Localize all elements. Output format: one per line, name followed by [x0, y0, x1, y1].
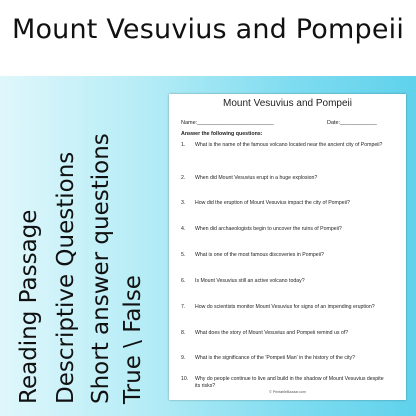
question-number: 9.	[181, 355, 186, 361]
question-number: 4.	[181, 226, 186, 232]
question-number: 8.	[181, 330, 186, 336]
question-text: How did the eruption of Mount Vesuvius impact the city of Pompeii?	[195, 200, 350, 206]
question-text: When did archaeologists begin to uncover the ruins of Pompeii?	[195, 226, 342, 232]
feature-short-answer-questions: Short answer questions	[88, 133, 114, 404]
question-text: When did Mount Vesuvius erupt in a huge explosion?	[195, 175, 318, 181]
feature-true-false: True \ False	[120, 275, 146, 404]
date-field: Date:____________	[327, 120, 377, 126]
feature-reading-passage: Reading Passage	[16, 209, 42, 404]
question-number: 3.	[181, 200, 186, 206]
page-title: Mount Vesuvius and Pompeii	[11, 14, 405, 45]
question-text: Is Mount Vesuvius still an active volcano today?	[195, 278, 305, 284]
question-text: How do scientists monitor Mount Vesuvius for signs of an impending eruption?	[195, 304, 375, 310]
question-text: What is the name of the famous volcano located near the ancient city of Pompeii?	[195, 142, 383, 148]
feature-descriptive-questions: Descriptive Questions	[53, 151, 79, 404]
question-text: What is the significance of the 'Pompeii Man' in the history of the city?	[195, 355, 355, 361]
question-number: 1.	[181, 142, 186, 148]
worksheet-preview	[169, 94, 406, 400]
question-text: Why do people continue to live and build in the shadow of Mount Vesuvius despite its risks?	[195, 376, 384, 389]
name-field: Name:_________________________	[181, 120, 274, 126]
question-number: 7.	[181, 304, 186, 310]
question-number: 6.	[181, 278, 186, 284]
question-number: 10.	[181, 376, 189, 382]
question-text: What is one of the most famous discoveries in Pompeii?	[195, 252, 324, 258]
instructions: Answer the following questions:	[181, 131, 263, 137]
worksheet-title: Mount Vesuvius and Pompeii	[223, 98, 352, 109]
question-text: What does the story of Mount Vesuvius and Pompeii remind us of?	[195, 330, 349, 336]
question-number: 5.	[181, 252, 186, 258]
question-number: 2.	[181, 175, 186, 181]
copyright-footer: © PrintableBazaar.com	[269, 390, 306, 394]
